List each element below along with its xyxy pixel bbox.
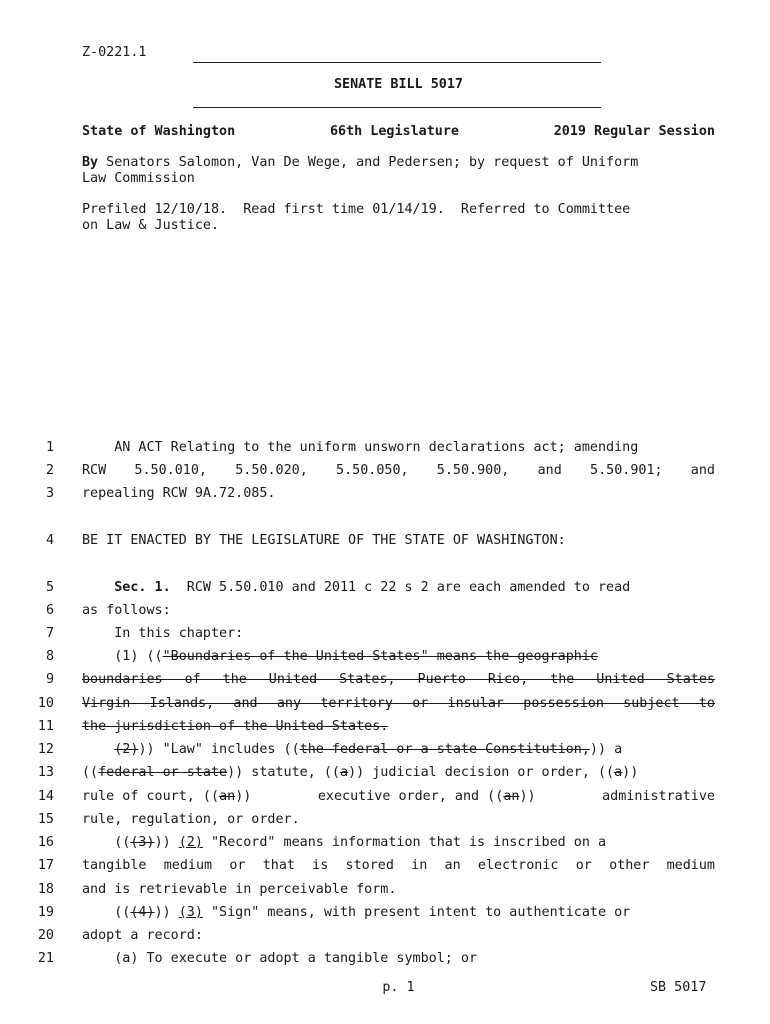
body-line: (((4))) (3) "Sign" means, with present intent to authenticate or bbox=[82, 905, 631, 920]
struck-text: (3) bbox=[130, 835, 155, 850]
bill-title: SENATE BILL 5017 bbox=[334, 77, 463, 92]
struck-text: federal or state bbox=[98, 765, 228, 780]
body-line: repealing RCW 9A.72.085. bbox=[82, 486, 276, 501]
body-line: (2))) "Law" includes ((the federal or a state Constitution,)) a bbox=[114, 742, 623, 757]
sponsors-line-1 bbox=[82, 155, 638, 170]
line-prefix: (1) (( bbox=[82, 649, 163, 664]
line-number: 14 bbox=[37, 789, 54, 804]
struck-text: a bbox=[340, 765, 349, 780]
struck-text: boundaries of the United States, Puerto Rico, the United States bbox=[82, 672, 715, 687]
title-rule-bottom bbox=[193, 107, 601, 108]
struck-text: Virgin Islands, and any territory or insular possession subject to bbox=[82, 696, 715, 711]
body-line: AN ACT Relating to the uniform unsworn declarations act; amending bbox=[82, 440, 639, 455]
line-number: 3 bbox=[45, 486, 54, 501]
struck-text: the federal or a state Constitution, bbox=[299, 742, 590, 757]
sponsors-text: Senators Salomon, Van De Wege, and Pedersen; by request of Uniform bbox=[98, 155, 639, 170]
line-number: 20 bbox=[37, 928, 54, 943]
inserted-text: (3) bbox=[178, 905, 203, 920]
struck-text: "Boundaries of the United States" means the geographic bbox=[162, 649, 598, 664]
line-number: 6 bbox=[45, 603, 54, 618]
bill-reference: SB 5017 bbox=[650, 980, 707, 995]
sponsors-label: By bbox=[82, 155, 99, 170]
line-number: 21 bbox=[37, 951, 54, 966]
line-number: 10 bbox=[37, 696, 54, 711]
struck-text: (2) bbox=[114, 742, 139, 757]
struck-text: an bbox=[503, 789, 520, 804]
line-number: 11 bbox=[37, 719, 54, 734]
session-name: 2019 Regular Session bbox=[553, 124, 715, 139]
line-number: 1 bbox=[45, 440, 54, 455]
title-rule-top bbox=[193, 62, 601, 63]
body-line: RCW 5.50.010, 5.50.020, 5.50.050, 5.50.900, and 5.50.901; and bbox=[82, 463, 715, 478]
line-number: 17 bbox=[37, 858, 54, 873]
body-line: In this chapter: bbox=[82, 626, 244, 641]
state-name: State of Washington bbox=[82, 124, 236, 139]
body-line: tangible medium or that is stored in an electronic or other medium bbox=[82, 858, 715, 873]
line-number: 18 bbox=[37, 882, 54, 897]
struck-text: an bbox=[219, 789, 236, 804]
section-text: RCW 5.50.010 and 2011 c 22 s 2 are each amended to read bbox=[170, 580, 631, 595]
section-heading bbox=[82, 580, 715, 595]
line-number: 13 bbox=[37, 765, 54, 780]
body-line: as follows: bbox=[82, 603, 171, 618]
line-number: 2 bbox=[45, 463, 54, 478]
prefiled-line-2: on Law & Justice. bbox=[82, 218, 220, 233]
enacting-clause: BE IT ENACTED BY THE LEGISLATURE OF THE STATE OF WASHINGTON: bbox=[82, 533, 566, 548]
body-line bbox=[82, 649, 715, 664]
line-number: 8 bbox=[45, 649, 54, 664]
body-line: (((3))) (2) "Record" means information that is inscribed on a bbox=[82, 835, 607, 850]
line-number: 19 bbox=[37, 905, 54, 920]
legislature-name: 66th Legislature bbox=[329, 124, 459, 139]
prefiled-line-1: Prefiled 12/10/18. Read first time 01/14/19. Referred to Committee bbox=[82, 202, 631, 217]
struck-text: (4) bbox=[130, 905, 155, 920]
line-number: 9 bbox=[45, 672, 54, 687]
line-number: 16 bbox=[37, 835, 54, 850]
line-number: 15 bbox=[37, 812, 54, 827]
body-line: ((federal or state)) statute, ((a)) judicial decision or order, ((a)) bbox=[82, 765, 639, 780]
document-id: Z-0221.1 bbox=[82, 45, 147, 60]
session-header bbox=[82, 124, 715, 139]
sponsors-line-2: Law Commission bbox=[82, 171, 195, 186]
body-line: (a) To execute or adopt a tangible symbol; or bbox=[82, 951, 478, 966]
body-line: rule, regulation, or order. bbox=[82, 812, 300, 827]
struck-text: the jurisdiction of the United States. bbox=[82, 719, 389, 734]
line-number: 5 bbox=[45, 580, 54, 595]
line-number: 4 bbox=[45, 533, 54, 548]
inserted-text: (2) bbox=[178, 835, 203, 850]
body-line: rule of court, ((an)) executive order, and ((an)) administrative bbox=[82, 789, 715, 804]
line-number: 7 bbox=[45, 626, 54, 641]
body-line: adopt a record: bbox=[82, 928, 203, 943]
body-line: and is retrievable in perceivable form. bbox=[82, 882, 397, 897]
page-number: p. 1 bbox=[382, 980, 415, 995]
line-number: 12 bbox=[37, 742, 54, 757]
section-label: Sec. 1. bbox=[114, 580, 171, 595]
struck-text: a bbox=[614, 765, 623, 780]
